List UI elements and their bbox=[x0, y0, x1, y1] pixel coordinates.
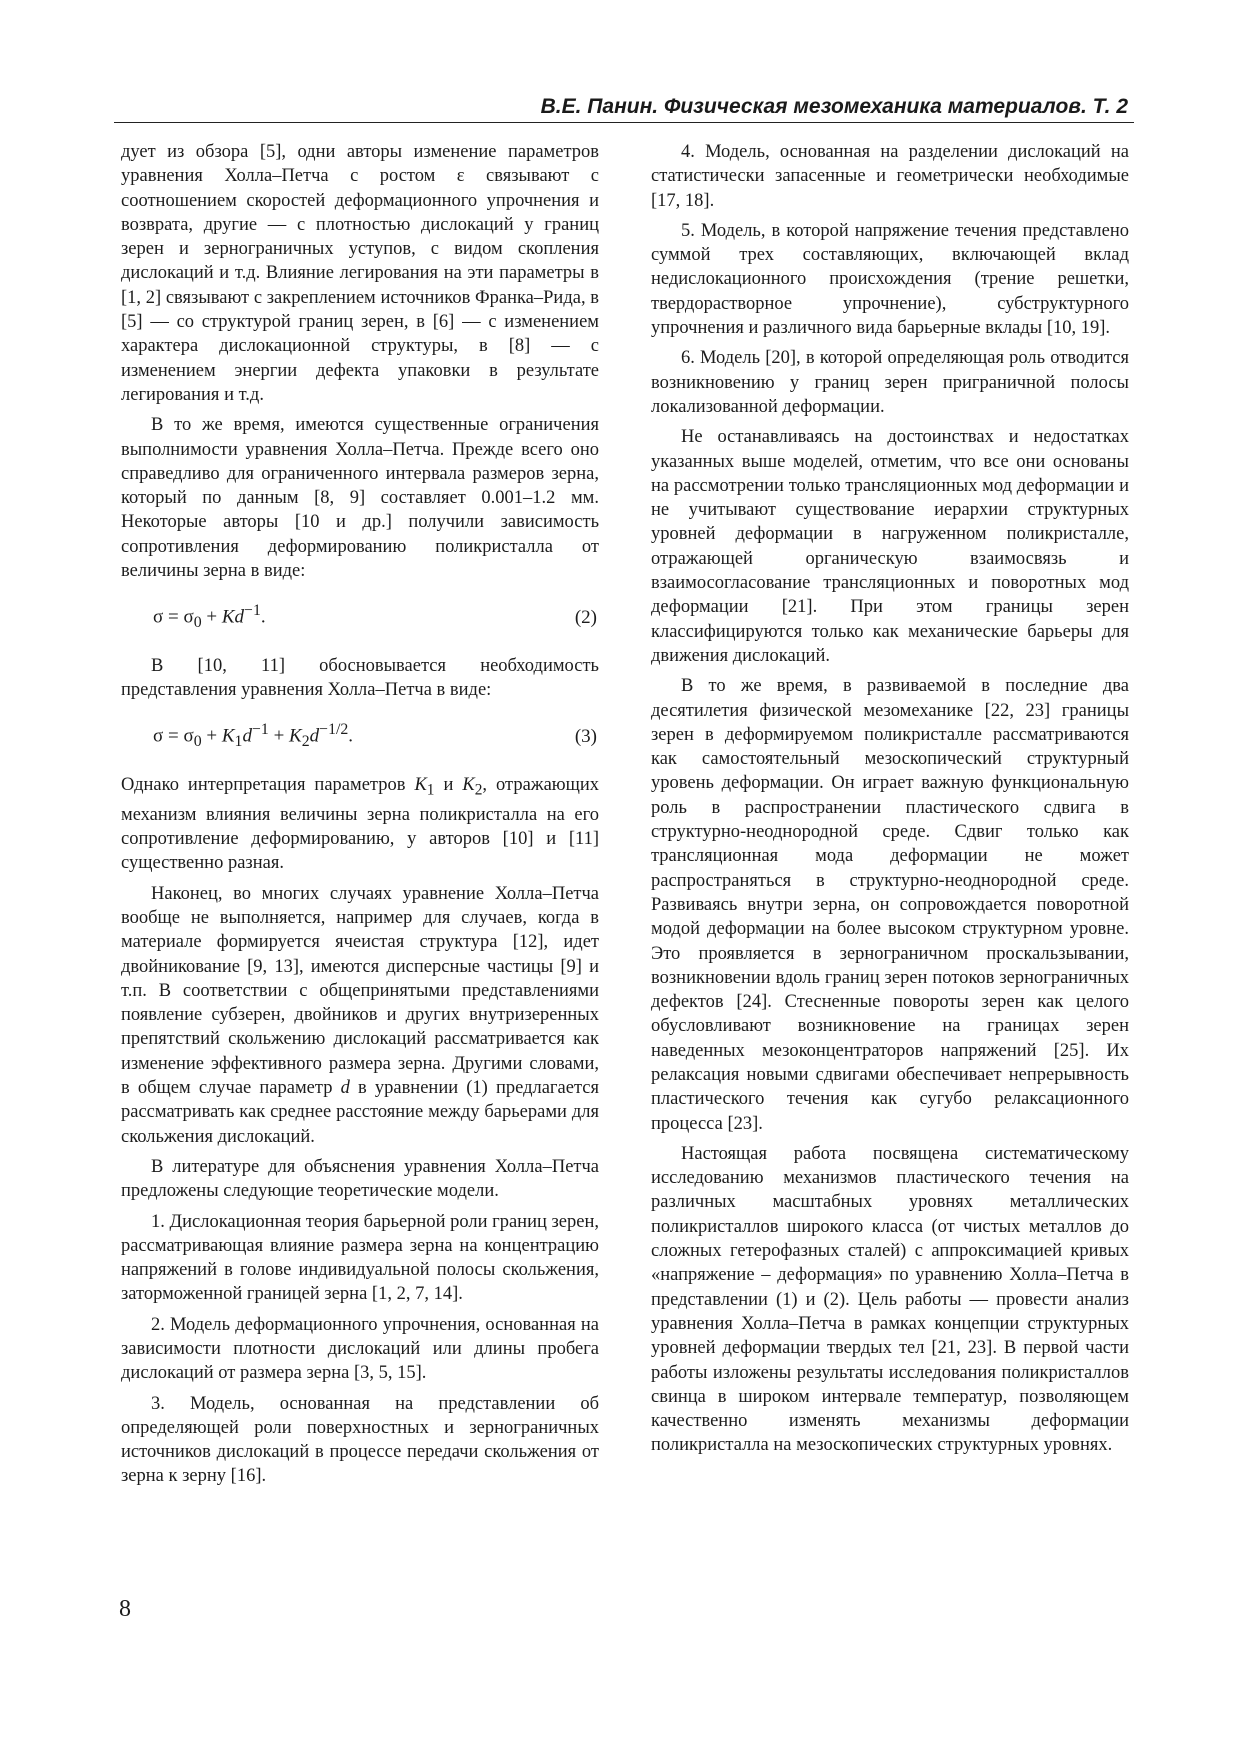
equation-3 bbox=[121, 718, 599, 754]
paragraph: Однако интерпретация параметров $K_1$ и $K_2$, отражающих механизм влияния величины зерна поликристалла на его сопротивление деформированию, у авторов [10] и [11] существенно разная. bbox=[121, 774, 599, 874]
paragraph: Наконец, во многих случаях уравнение Холла–Петча вообще не выполняется, например для случаев, когда в материале формируется ячеистая структура [12], идет двойникование [9, 13], имеются дисперсные частицы [9] и т.п. В соответствии с общепринятыми представлениями появление субзерен, двойников и других внутризеренных препятствий скольжению дислокаций рассматривается как изменение эффективного размера зерна. Другими словами, в общем случае параметр d в уравнении (1) предлагается рассматривать как среднее расстояние между барьерами для скольжения дислокаций. bbox=[121, 883, 599, 1147]
paragraph: В то же время, имеются существенные ограничения выполнимости уравнения Холла–Петча. Прежде всего оно справедливо для ограниченного интервала размеров зерна, который по данным [8, 9] составляет 0.001–1.2 мм. Некоторые авторы [10 и др.] получили зависимость сопротивления деформированию поликристалла от величины зерна в виде: bbox=[121, 415, 599, 582]
paragraph: Настоящая работа посвящена систематическому исследованию механизмов пластического течения на различных масштабных уровнях металлических поликристаллов широкого класса (от чистых металлов до сложных гетерофазных сталей) с аппроксимацией кривых «напряжение – деформация» по уравнению Холла–Петча в представлении (1) и (2). Цель работы — провести анализ уравнения Холла–Петча в рамках концепции структурных уровней деформации твердых тел [21, 23]. В первой части работы изложены результаты исследования поликристаллов свинца в широком интервале температур, позволяющем качественно изменять механизмы деформации поликристалла на мезоскопических структурных уровнях. bbox=[651, 1143, 1129, 1456]
list-item: 5. Модель, в которой напряжение течения представлено суммой трех составляющих, включающей вклад недислокационного происхождения (трение решетки, твердорастворное упрочнение), субструктурного упрочнения и различного вида барьерные вклады [10, 19]. bbox=[651, 220, 1129, 339]
paragraph: В литературе для объяснения уравнения Холла–Петча предложены следующие теоретические модели. bbox=[121, 1156, 599, 1202]
page-number: 8 bbox=[119, 1596, 131, 1622]
paragraph: В то же время, в развиваемой в последние два десятилетия физической мезомеханике [22, 23] границы зерен в деформируемом поликристалле рассматриваются как самостоятельный мезоскопический структурный уровень деформации. Он играет важную функциональную роль в распространении пластического сдвига в структурно-неоднородной среде. Сдвиг только как трансляционная мода деформации не может распространяться в структурно-неоднородной среде. Развиваясь внутри зерна, он сопровождается поворотной модой деформации на более высоком структурном уровне. Это проявляется в зернограничном проскальзывании, возникновении вдоль границ зерен потоков зернограничных дефектов [24]. Стесненные повороты зерен как целого обусловливают возникновение на границах зерен наведенных мезоконцентраторов напряжений [25]. Их релаксация новыми сдвигами обеспечивает непрерывность пластического течения как сугубо релаксационного процесса [23]. bbox=[651, 676, 1129, 1134]
header-rule bbox=[114, 122, 1134, 123]
left-column bbox=[121, 140, 599, 1495]
equation-3-number: (3) bbox=[574, 725, 597, 747]
equation-2-formula: $\sigma = \sigma_0 + Kd^{-1}$. bbox=[153, 602, 266, 632]
equation-3-formula: $\sigma = \sigma_0 + K_1d^{-1} + K_2d^{-1/2}$. bbox=[153, 721, 354, 751]
equation-2-number: (2) bbox=[574, 606, 597, 628]
right-column bbox=[651, 140, 1129, 1464]
list-item: 1. Дислокационная теория барьерной роли границ зерен, рассматривающая влияние размера зерна на концентрацию напряжений в голове индивидуальной полосы скольжения, заторможенной границей зерна [1, 2, 7, 14]. bbox=[121, 1211, 600, 1305]
paragraph: В [10, 11] обосновывается необходимость представления уравнения Холла–Петча в виде: bbox=[121, 655, 599, 701]
paragraph: дует из обзора [5], одни авторы изменение параметров уравнения Холла–Петча с ростом ε связывают с соотношением скоростей деформационного упрочнения и возврата, другие — с плотностью дислокаций у границ зерен и зернограничных уступов, с видом скопления дислокаций и т.д. Влияние легирования на эти параметры в [1, 2] связывают с закреплением источников Франка–Рида, в [5] — со структурой границ зерен, в [6] — с изменением характера дислокационной структуры, в [8] — с изменением энергии дефекта упаковки в результате легирования и т.д. bbox=[121, 142, 599, 405]
list-item: 6. Модель [20], в которой определяющая роль отводится возникновению у границ зерен приграничной полосы локализованной деформации. bbox=[651, 348, 1129, 417]
equation-2 bbox=[121, 599, 599, 635]
paragraph: Не останавливаясь на достоинствах и недостатках указанных выше моделей, отметим, что все они основаны на рассмотрении только трансляционных мод деформации и не учитывают существование иерархии структурных уровней деформации в нагруженном поликристалле, отражающей органическую взаимосвязь и взаимосогласование трансляционных и поворотных мод деформации [21]. При этом границы зерен классифицируются только как механические барьеры для движения дислокаций. bbox=[651, 427, 1129, 666]
running-title: В.Е. Панин. Физическая мезомеханика материалов. Т. 2 bbox=[540, 95, 1128, 118]
list-item: 2. Модель деформационного упрочнения, основанная на зависимости плотности дислокаций или длины пробега дислокаций от размера зерна [3, 5, 15]. bbox=[121, 1314, 599, 1384]
list-item: 3. Модель, основанная на представлении об определяющей роли поверхностных и зернограничных источников дислокаций в процессе передачи скольжения от зерна к зерну [16]. bbox=[121, 1393, 599, 1487]
list-item: 4. Модель, основанная на разделении дислокаций на статистически запасенные и геометрически необходимые [17, 18]. bbox=[651, 142, 1129, 211]
